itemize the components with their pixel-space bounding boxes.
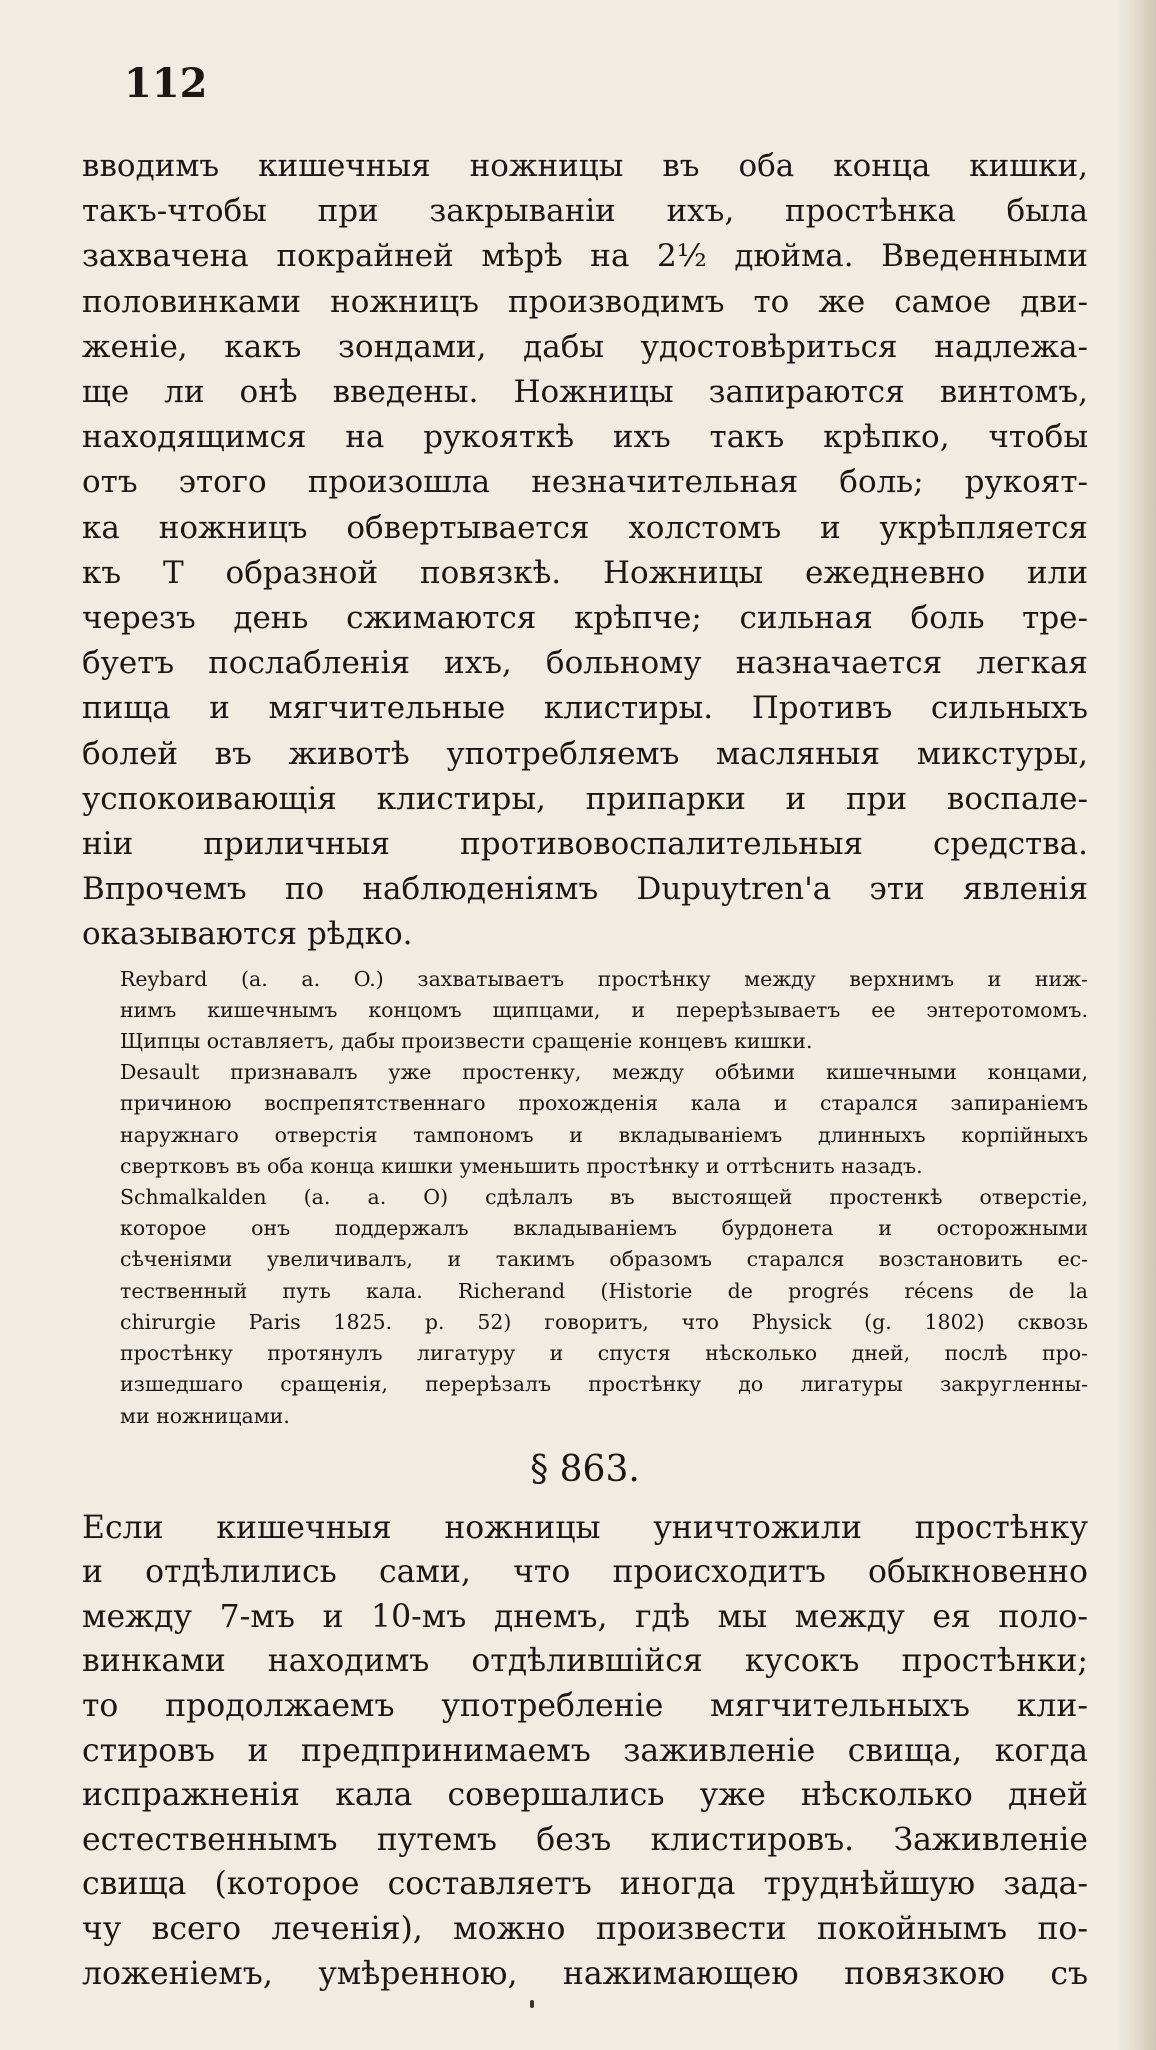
text-line: вводимъ кишечныя ножницы въ оба конца кишки, bbox=[82, 148, 1088, 184]
text-line: испражненія кала совершались уже нѣсколько дней bbox=[82, 1777, 1088, 1814]
text-line: винками находимъ отдѣлившійся кусокъ простѣнки; bbox=[82, 1643, 1088, 1680]
page-number: 112 bbox=[124, 60, 208, 107]
text-block bbox=[82, 54, 1088, 1996]
text-line: Если кишечныя ножницы уничтожили простѣнку bbox=[82, 1509, 1088, 1546]
text-line: ложеніемъ, умѣренною, нажимающею повязкою съ bbox=[82, 1955, 1088, 1992]
notes-block bbox=[120, 964, 1088, 1432]
text-line: такъ-чтобы при закрываніи ихъ, простѣнка была bbox=[82, 193, 1088, 230]
text-line: ка ножницъ обвертывается холстомъ и укрѣпляется bbox=[82, 509, 1088, 546]
text-line: половинками ножницъ производимъ то же самое дви- bbox=[82, 283, 1088, 320]
note-line: свертковъ въ оба конца кишки уменьшить простѣнку и оттѣснить назадъ. bbox=[120, 1153, 923, 1178]
text-line: захвачена покрайней мѣрѣ на 2½ дюйма. Введенными bbox=[82, 238, 1088, 275]
note-line: которое онъ поддержалъ вкладываніемъ бурдонета и осторожными bbox=[120, 1216, 1088, 1241]
note-line: тественный путь кала. Richerand (Historie de progrés récens de la bbox=[120, 1278, 1088, 1303]
note-line: простѣнку протянулъ лигатуру и спустя нѣсколько дней, послѣ про- bbox=[120, 1341, 1088, 1366]
text-line: успокоивающія клистиры, припарки и при воспале- bbox=[82, 780, 1088, 817]
text-line: ще ли онѣ введены. Ножницы запираются винтомъ, bbox=[82, 374, 1088, 411]
text-line: черезъ день сжимаются крѣпче; сильная боль тре- bbox=[82, 600, 1088, 637]
text-line: чу всего леченія), можно произвести покойнымъ по- bbox=[82, 1911, 1088, 1948]
note-line: chirurgie Paris 1825. p. 52) говоритъ, что Physick (g. 1802) сквозь bbox=[120, 1309, 1088, 1334]
note-line: Desault признавалъ уже простенку, между обѣими кишечными концами, bbox=[120, 1060, 1088, 1085]
text-line: оказываются рѣдко. bbox=[82, 916, 413, 953]
note-line: наружнаго отверстія тампономъ и вкладываніемъ длинныхъ корпійныхъ bbox=[120, 1122, 1088, 1147]
note-schmalkalden bbox=[120, 1182, 1088, 1432]
text-line: между 7-мъ и 10-мъ днемъ, гдѣ мы между ея поло- bbox=[82, 1598, 1088, 1635]
note-line: нимъ кишечнымъ концомъ щипцами, и перерѣзываетъ ее энтеротомомъ. bbox=[120, 997, 1088, 1022]
text-line: къ Т образной повязкѣ. Ножницы ежедневно или bbox=[82, 554, 1088, 591]
text-line: пища и мягчительные клистиры. Противъ сильныхъ bbox=[82, 690, 1088, 727]
text-line: стировъ и предпринимаемъ заживленіе свища, когда bbox=[82, 1732, 1088, 1769]
note-line: Schmalkalden (a. a. O) сдѣлалъ въ выстоящей простенкѣ отверстіе, bbox=[120, 1185, 1088, 1210]
text-line: болей въ животѣ употребляемъ масляныя микстуры, bbox=[82, 735, 1088, 772]
note-line: причиною воспрепятственнаго прохожденія кала и старался запираніемъ bbox=[120, 1091, 1088, 1116]
note-line: Щипцы оставляетъ, дабы произвести сращеніе концевъ кишки. bbox=[120, 1029, 813, 1054]
note-line: Reybard (a. a. O.) захватываетъ простѣнку между верхнимъ и ниж- bbox=[120, 966, 1088, 991]
text-line: буетъ послабленія ихъ, больному назначается легкая bbox=[82, 645, 1088, 682]
text-line: Впрочемъ по наблюденіямъ Dupuytren'а эти явленія bbox=[82, 871, 1088, 908]
page-edge-shadow bbox=[1116, 0, 1156, 2050]
text-line: естественнымъ путемъ безъ клистировъ. Заживленіе bbox=[82, 1821, 1088, 1858]
text-line: находящимся на рукояткѣ ихъ такъ крѣпко, чтобы bbox=[82, 419, 1088, 456]
text-line: то продолжаемъ употребленіе мягчительныхъ кли- bbox=[82, 1688, 1088, 1725]
note-line: изшедшаго сращенія, перерѣзалъ простѣнку до лигатуры закругленны- bbox=[120, 1372, 1088, 1397]
text-line: отъ этого произошла незначительная боль; рукоят- bbox=[82, 464, 1088, 501]
note-line: ми ножницами. bbox=[120, 1403, 290, 1428]
text-line: ніи приличныя противовоспалительныя средства. bbox=[82, 826, 1088, 863]
ink-mark bbox=[530, 2000, 534, 2008]
text-line: женіе, какъ зондами, дабы удостовѣриться надлежа- bbox=[82, 328, 1088, 365]
note-desault bbox=[120, 1057, 1088, 1182]
note-line: сѣченіями увеличивалъ, и такимъ образомъ старался возстановить ес- bbox=[120, 1247, 1088, 1272]
text-line: и отдѣлились сами, что происходитъ обыкновенно bbox=[82, 1554, 1088, 1591]
section-heading: § 863. bbox=[530, 1448, 640, 1490]
paragraph-863 bbox=[82, 1506, 1088, 1997]
text-line: свища (которое составляетъ иногда труднѣйшую зада- bbox=[82, 1866, 1088, 1903]
note-reybard bbox=[120, 964, 1088, 1058]
paragraph-continuation bbox=[82, 144, 1088, 958]
